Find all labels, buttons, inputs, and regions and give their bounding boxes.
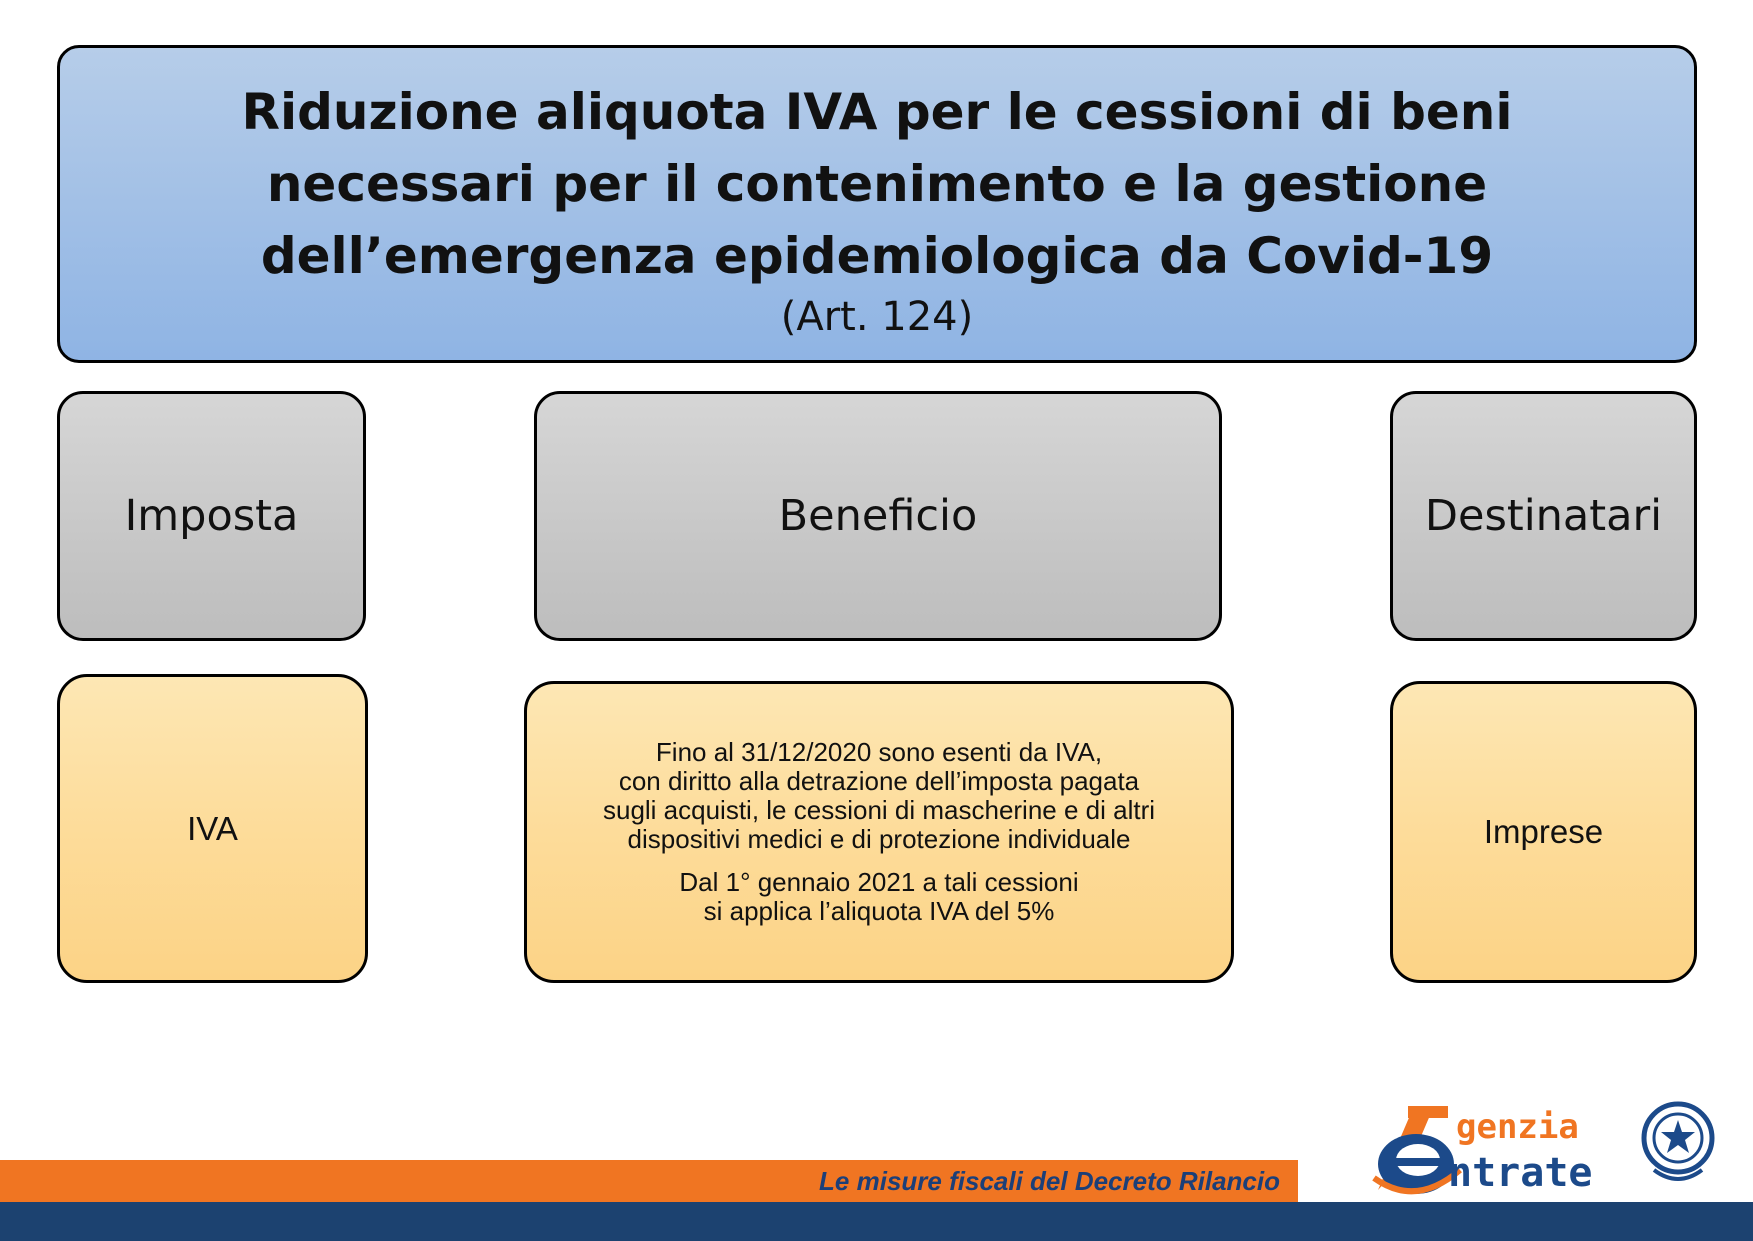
article-reference: (Art. 124) — [780, 294, 974, 340]
logo-text-line1: genzia — [1456, 1107, 1579, 1147]
benefit-paragraph-2: Dal 1° gennaio 2021 a tali cessioni si applica l’aliquota IVA del 5% — [679, 867, 1079, 926]
benefit-paragraph-1: Fino al 31/12/2020 sono esenti da IVA, con diritto alla detrazione dell’imposta pagata sugli acquisti, le cessioni di mascherine e di altri dispositivi medici e di protezione individuale — [602, 737, 1156, 854]
footer-orange-bar — [0, 1160, 1298, 1202]
footer-blue-bar — [0, 1202, 1753, 1241]
content-imposta: IVA — [57, 674, 368, 983]
content-destinatari: Imprese — [1390, 681, 1697, 983]
content-beneficio — [524, 681, 1234, 983]
emblem-icon — [1640, 1100, 1716, 1186]
header-beneficio: Beneficio — [534, 391, 1222, 641]
page-title: Riduzione aliquota IVA per le cessioni di beni necessari per il contenimento e la gestione dell’emergenza epidemiologica da Covid-19 — [241, 83, 1513, 285]
logo-text-line2: ntrate — [1448, 1150, 1593, 1196]
header-destinatari: Destinatari — [1390, 391, 1697, 641]
agenzia-entrate-logo-icon — [1356, 1098, 1676, 1198]
title-box — [57, 45, 1697, 363]
footer-tagline: Le misure fiscali del Decreto Rilancio — [819, 1166, 1280, 1196]
benefit-text — [563, 738, 1195, 926]
header-imposta: Imposta — [57, 391, 366, 641]
